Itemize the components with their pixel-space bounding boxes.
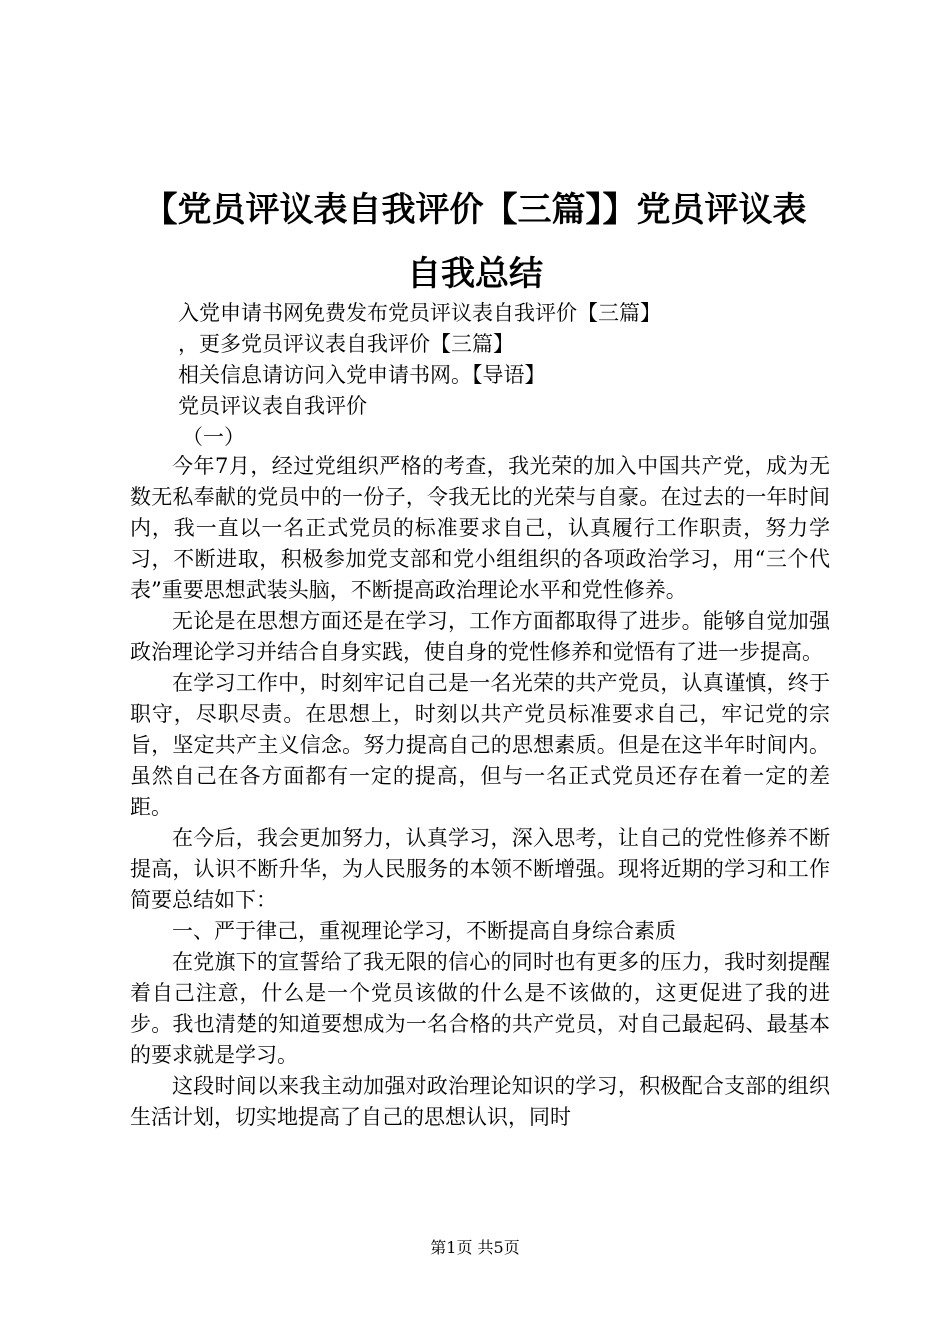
title-line-2: 自我总结 (407, 254, 543, 294)
intro-line: ，更多党员评议表自我评价【三篇】 (178, 332, 514, 356)
intro-line: 相关信息请访问入党申请书网。【导语】 (178, 363, 546, 387)
title-line-1: 【党员评议表自我评价【三篇】】党员评议表 (143, 190, 807, 230)
paragraph: 无论是在思想方面还是在学习，工作方面都取得了进步。能够自觉加强政治理论学习并结合自身实践，使自身的党性修养和觉悟有了进一步提高。 (130, 609, 830, 664)
section-heading: 一、严于律己，重视理论学习，不断提高自身综合素质 (172, 919, 676, 943)
paragraph: 在今后，我会更加努力，认真学习，深入思考，让自己的党性修养不断提高，认识不断升华，为人民服务的本领不断增强。现将近期的学习和工作简要总结如下： (130, 826, 830, 912)
intro-line: 党员评议表自我评价 (178, 394, 367, 418)
intro-block (178, 298, 878, 453)
page-number: 第1页 共5页 (430, 1238, 520, 1257)
intro-line: 入党申请书网免费发布党员评议表自我评价【三篇】 (178, 301, 661, 325)
paragraph: 在党旗下的宣誓给了我无限的信心的同时也有更多的压力，我时刻提醒着自己注意，什么是一个党员该做的什么是不该做的，这更促进了我的进步。我也清楚的知道要想成为一名合格的共产党员，对自己最起码、最基本的要求就是学习。 (130, 950, 830, 1067)
document-body (130, 451, 830, 1133)
paragraph: 这段时间以来我主动加强对政治理论知识的学习，积极配合支部的组织生活计划，切实地提高了自己的思想认识，同时 (130, 1074, 830, 1129)
paragraph: 在学习工作中，时刻牢记自己是一名光荣的共产党员，认真谨慎，终于职守，尽职尽责。在思想上，时刻以共产党员标准要求自己，牢记党的宗旨，坚定共产主义信念。努力提高自己的思想素质。但是在这半年时间内。虽然自己在各方面都有一定的提高，但与一名正式党员还存在着一定的差距。 (130, 671, 830, 819)
paragraph: 今年7月，经过党组织严格的考查，我光荣的加入中国共产党，成为无数无私奉献的党员中的一份子，令我无比的光荣与自豪。在过去的一年时间内，我一直以一名正式党员的标准要求自己，认真履行工作职责，努力学习，不断进取，积极参加党支部和党小组组织的各项政治学习，用“三个代表”重要思想武装头脑，不断提高政治理论水平和党性修养。 (130, 454, 830, 602)
intro-line: （一） (182, 425, 245, 449)
document-title (110, 178, 840, 306)
